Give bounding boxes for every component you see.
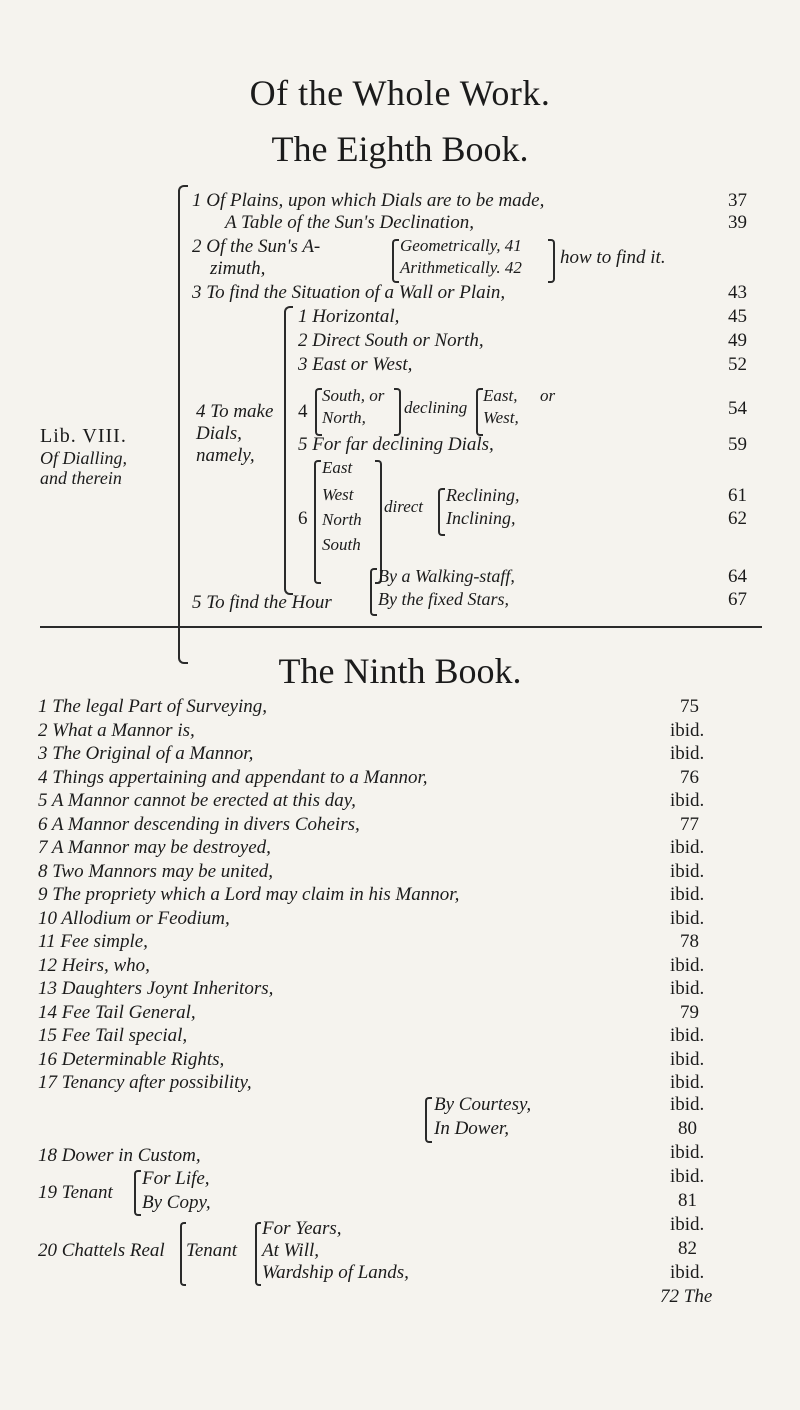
dial-6-west: West (322, 485, 354, 504)
ninth-entry: 4 Things appertaining and appendant to a Mannor, (38, 766, 428, 788)
entry-azimuth: 2 Of the Sun's A- (192, 236, 321, 257)
page-18: ibid. (670, 1142, 705, 1163)
ninth-entry: 7 A Mannor may be destroyed, (38, 837, 271, 858)
tenant-word: Tenant (186, 1240, 238, 1261)
dial-horizontal: 1 Horizontal, (298, 306, 400, 327)
ninth-entry-page: ibid. (670, 1025, 705, 1046)
dial-4-num: 4 (298, 401, 308, 422)
dial-direct-south: 2 Direct South or North, (298, 330, 484, 351)
page-courtesy: ibid. (670, 1094, 705, 1115)
entry-plains: 1 Of Plains, upon which Dials are to be made, (192, 190, 545, 211)
dial-4-or: or (540, 386, 556, 405)
azimuth-geometric: Geometrically, 41 (400, 236, 522, 255)
ninth-entry-page: ibid. (670, 1048, 705, 1070)
entry-azimuth-cont: zimuth, (210, 258, 266, 279)
ninth-entry: 3 The Original of a Mannor, (38, 743, 254, 764)
ninth-entry: 1 The legal Part of Surveying, (38, 696, 268, 717)
main-brace (178, 185, 188, 664)
by-fixed-stars: By the fixed Stars, (378, 589, 509, 609)
page-64: 64 (728, 566, 747, 587)
eighth-book-title: The Eighth Book. (271, 129, 529, 169)
dials-word: Dials, (196, 423, 242, 444)
page-39: 39 (728, 212, 747, 233)
azimuth-brace-close (548, 239, 555, 283)
in-dower: In Dower, (434, 1118, 509, 1139)
ninth-entry-page: ibid. (670, 790, 705, 811)
dial-inclining: Inclining, (446, 508, 516, 528)
for-life: For Life, (142, 1168, 210, 1189)
south-north-brace-close (394, 388, 401, 436)
therein-label: and therein (40, 468, 122, 488)
by-courtesy: By Courtesy, (434, 1094, 532, 1115)
ninth-entry: 14 Fee Tail General, (38, 1001, 196, 1023)
ninth-entry-page: ibid. (670, 954, 705, 976)
ninth-entry: 10 Allodium or Feodium, (38, 907, 230, 929)
azimuth-brace (392, 239, 399, 283)
years-brace (255, 1222, 261, 1286)
ninth-entry-page: ibid. (670, 978, 705, 999)
ninth-entry: 9 The propriety which a Lord may claim in his Mannor, (38, 884, 460, 905)
page-62: 62 (728, 508, 747, 529)
east-west-brace (476, 388, 483, 436)
ninth-entry-page: 79 (680, 1001, 699, 1023)
ninth-entry-page: ibid. (670, 837, 705, 858)
page-49: 49 (728, 330, 747, 351)
ninth-entry-page: ibid. (670, 884, 705, 905)
tenancy-brace (425, 1097, 432, 1143)
declining-word: declining (404, 398, 468, 417)
dial-east-west: 3 East or West, (298, 354, 413, 375)
dial-far-declining: 5 For far declining Dials, (298, 434, 494, 455)
directions-brace (314, 460, 321, 584)
page-19a: ibid. (670, 1166, 705, 1187)
south-north-brace (315, 388, 322, 436)
page-19b: 81 (678, 1190, 697, 1211)
dial-6-east: East (322, 458, 353, 477)
entry-19: 19 Tenant (38, 1182, 113, 1203)
reclining-brace (438, 488, 445, 536)
for-years: For Years, (262, 1218, 342, 1239)
entry-20: 20 Chattels Real (38, 1240, 165, 1261)
ninth-entry-page: ibid. (670, 907, 705, 929)
azimuth-arithmetic: Arithmetically. 42 (400, 258, 522, 277)
section-rule (40, 626, 762, 628)
how-to-find: how to find it. (560, 247, 666, 268)
ninth-entry-page: ibid. (670, 1072, 705, 1093)
ninth-book-title: The Ninth Book. (278, 651, 522, 691)
ninth-entry-page: 76 (680, 766, 699, 788)
dial-6-south: South (322, 535, 361, 554)
page-43: 43 (728, 282, 747, 303)
page-dower: 80 (678, 1118, 697, 1139)
to-make-dials: 4 To make (196, 401, 274, 422)
ninth-entry: 11 Fee simple, (38, 931, 148, 952)
dial-4-north: North, (322, 408, 366, 427)
ninth-entry: 8 Two Mannors may be united, (38, 860, 274, 882)
lib-label: Lib. VIII. (40, 425, 127, 447)
namely-word: namely, (196, 445, 255, 466)
ninth-entry: 6 A Mannor descending in divers Coheirs, (38, 813, 360, 835)
catchword: 72 The (660, 1286, 713, 1307)
page-20a: ibid. (670, 1214, 705, 1235)
page-67: 67 (728, 589, 747, 610)
page-37: 37 (728, 190, 747, 211)
ninth-entry-page: ibid. (670, 743, 705, 764)
page-45: 45 (728, 306, 747, 327)
ninth-entry-page: ibid. (670, 719, 705, 741)
dials-brace (284, 306, 293, 595)
ninth-entry-page: 77 (680, 813, 699, 835)
entry-18: 18 Dower in Custom, (38, 1145, 201, 1166)
running-head: Of the Whole Work. (249, 73, 551, 113)
ninth-entry-page: 78 (680, 931, 699, 952)
ninth-entry-page: 75 (680, 696, 699, 717)
page-20b: 82 (678, 1238, 697, 1259)
direct-word: direct (384, 497, 424, 516)
dial-4-west: West, (483, 408, 519, 427)
dial-4-east: East, (483, 386, 518, 405)
ninth-entry: 12 Heirs, who, (38, 954, 150, 976)
tenant-brace (134, 1170, 141, 1216)
dial-6-north: North (322, 510, 362, 529)
ninth-entry: 5 A Mannor cannot be erected at this day, (38, 790, 356, 811)
ninth-entry: 16 Determinable Rights, (38, 1048, 225, 1070)
page-52: 52 (728, 354, 747, 375)
ninth-entry: 2 What a Mannor is, (38, 719, 195, 741)
by-walking-staff: By a Walking-staff, (378, 566, 515, 586)
to-find-hour: 5 To find the Hour (192, 592, 332, 613)
dial-6-num: 6 (298, 508, 308, 529)
page-54: 54 (728, 398, 747, 419)
wardship: Wardship of Lands, (262, 1262, 409, 1283)
ninth-entry-page: ibid. (670, 860, 705, 882)
entry-declination-table: A Table of the Sun's Declination, (225, 212, 474, 233)
ninth-entry: 17 Tenancy after possibility, (38, 1072, 252, 1093)
page-59: 59 (728, 434, 747, 455)
dialling-label: Of Dialling, (40, 448, 128, 468)
hour-brace (370, 568, 377, 616)
dial-4-south: South, or (322, 386, 385, 405)
entry-situation: 3 To find the Situation of a Wall or Plain, (192, 282, 506, 303)
at-will: At Will, (262, 1240, 319, 1261)
page-20c: ibid. (670, 1262, 705, 1283)
by-copy: By Copy, (142, 1192, 211, 1213)
page-61: 61 (728, 485, 747, 506)
ninth-entry: 13 Daughters Joynt Inheritors, (38, 978, 274, 999)
ninth-entry: 15 Fee Tail special, (38, 1025, 188, 1046)
dial-reclining: Reclining, (446, 485, 520, 505)
